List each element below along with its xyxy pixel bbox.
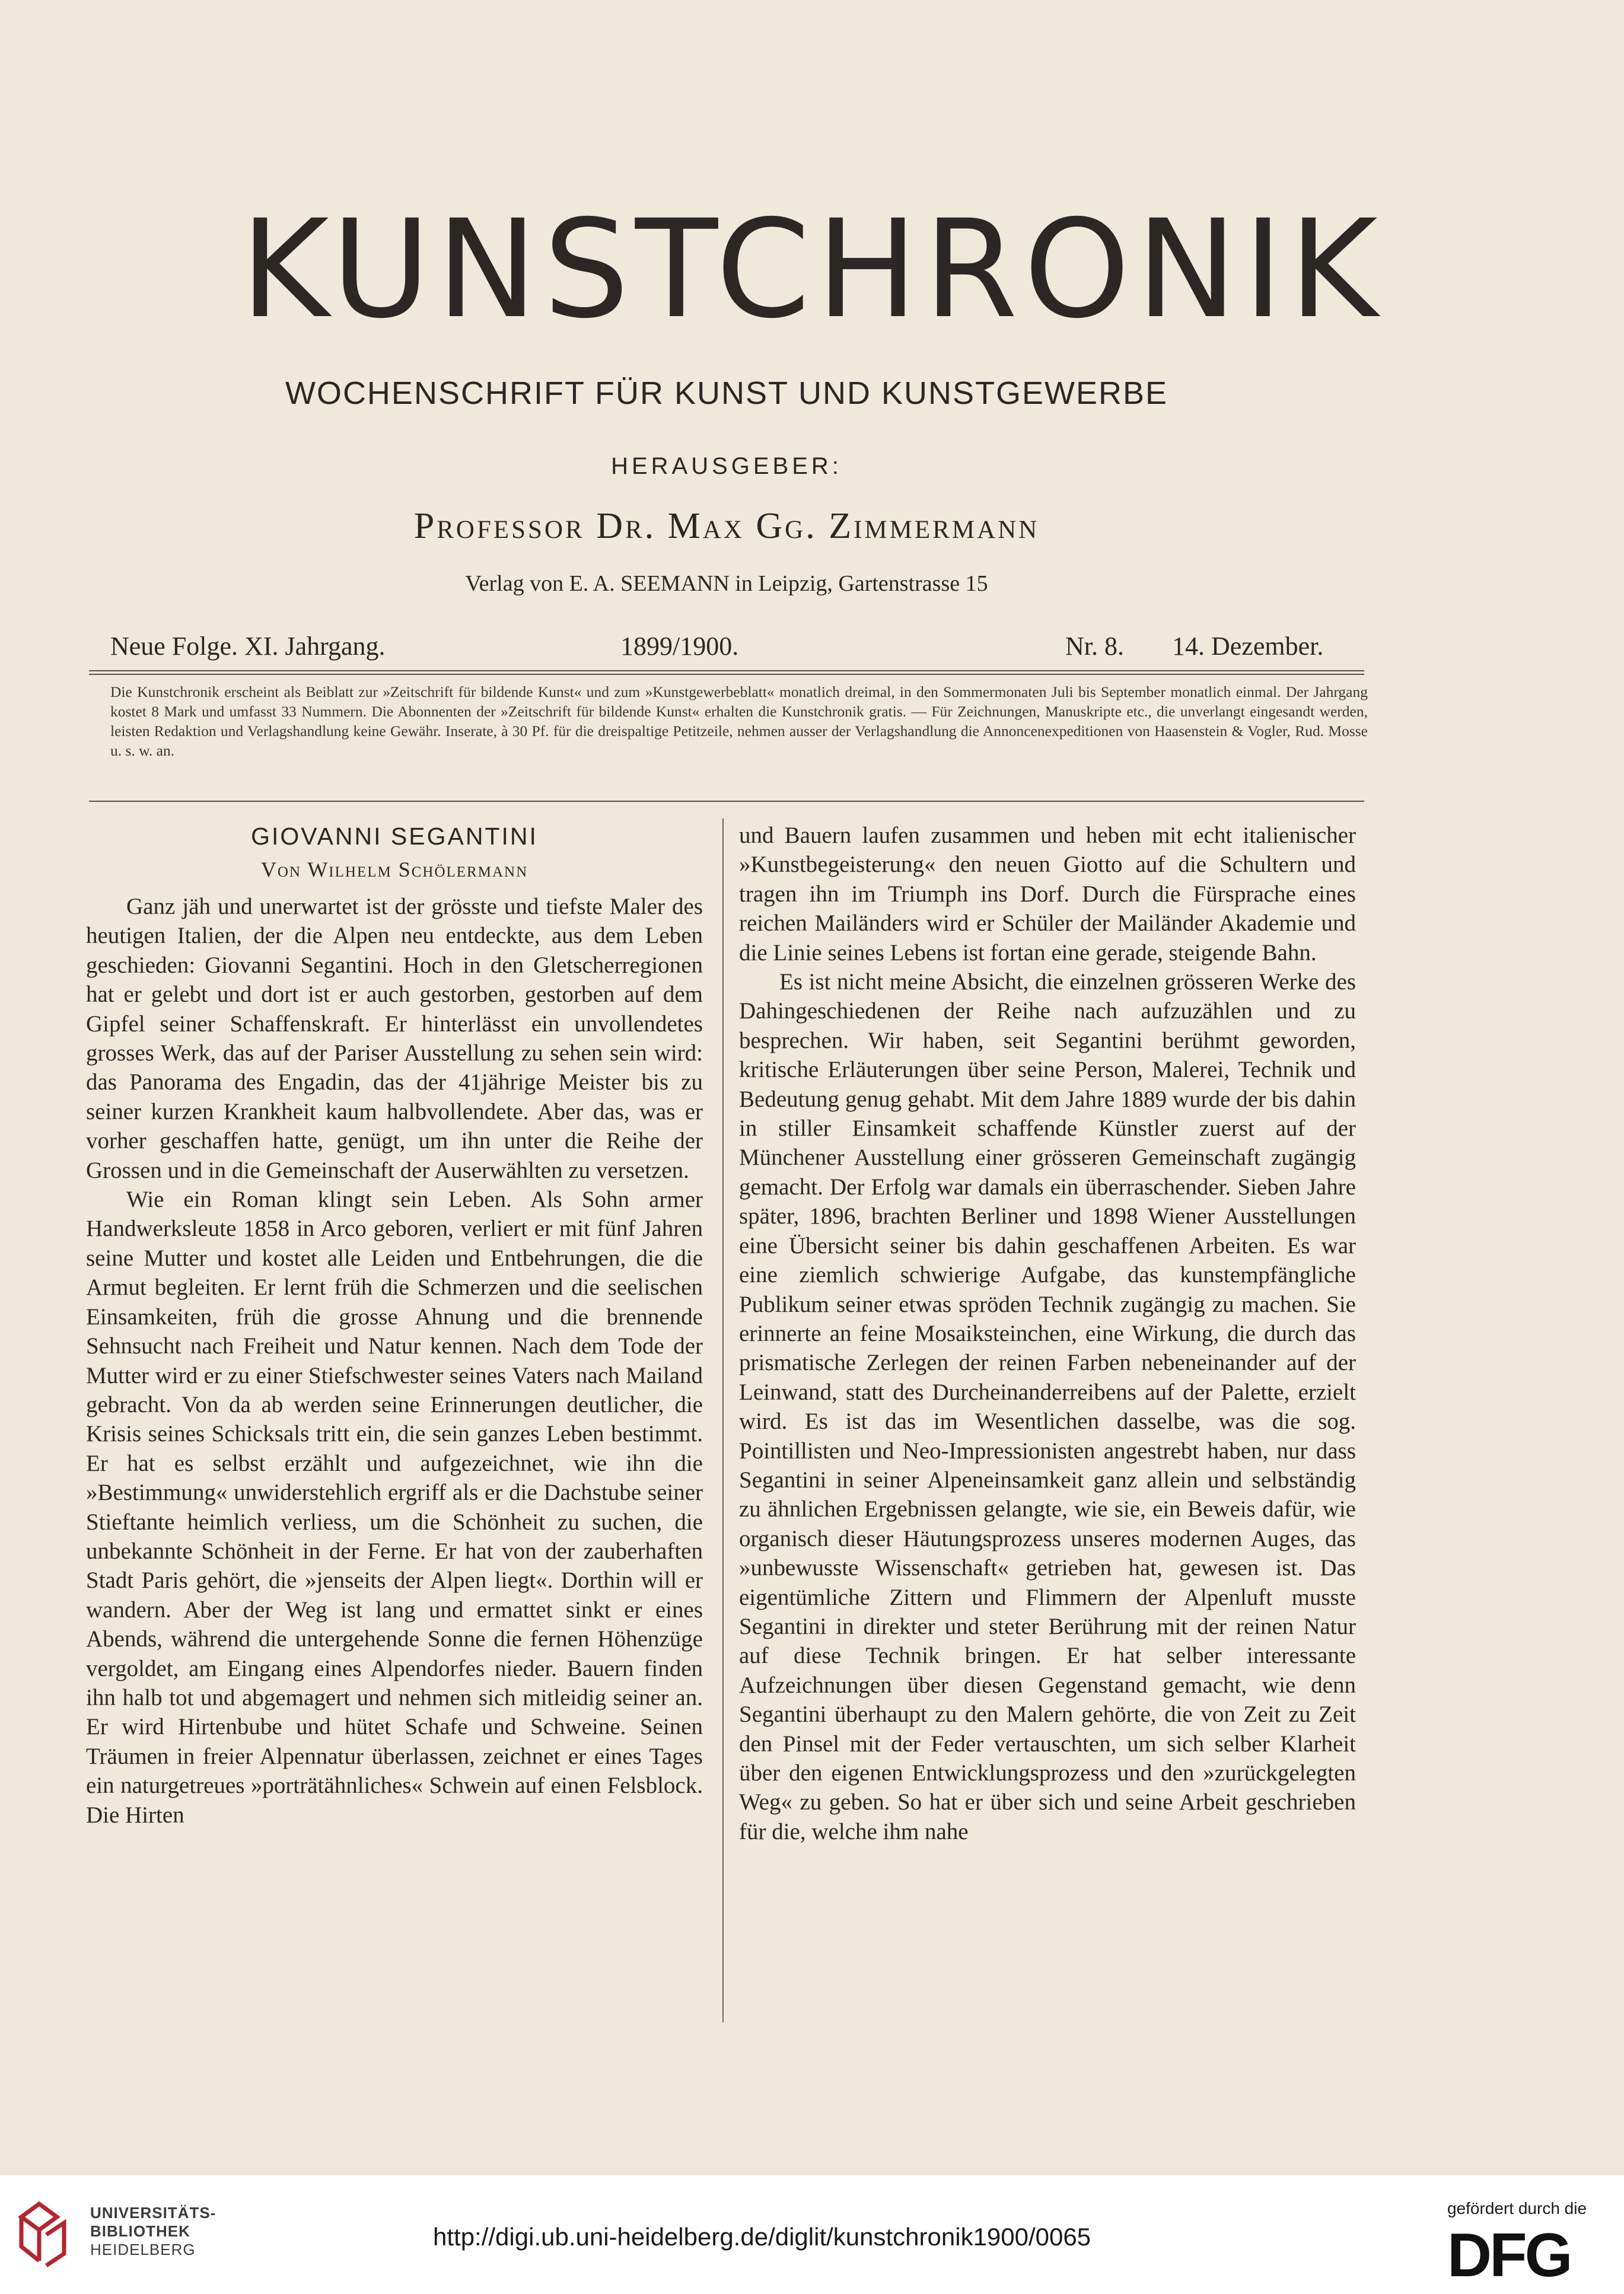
masthead-title: KUNSTCHRONIK [240, 190, 1384, 348]
dfg-logo-text: DFG [1447, 2225, 1571, 2282]
issue-date: 14. Dezember. [1172, 632, 1324, 661]
rule-top [89, 670, 1364, 671]
ub-heidelberg-logo-icon [15, 2199, 79, 2269]
article-column-left [86, 821, 703, 1830]
dfg-logo-icon [1447, 2225, 1601, 2282]
ub-wordmark [90, 2204, 216, 2259]
issue-series: Neue Folge. XI. Jahrgang. [110, 632, 386, 661]
article-paragraph: Wie ein Roman klingt sein Leben. Als Sohn armer Handwerksleute 1858 in Arco geboren, verliert er mit fünf Jahren seine Mutter und kostet alle Leiden und Entbehrungen, die die Armut begleiten. Er lernt früh die Schmerzen und die seelischen Einsamkeiten, früh die grosse Ahnung und die brennende Sehnsucht nach Freiheit und Natur kennen. Nach dem Tode der Mutter wird er zu einer Stiefschwester seines Vaters nach Mailand gebracht. Von da ab werden seine Erinnerungen deutlicher, die Krisis seines Schicksals tritt ein, die sein ganzes Leben bestimmt. Er hat es selbst erzählt und aufgezeichnet, wie ihn die »Bestimmung« unwiderstehlich ergriff als er die Dachstube seiner Stieftante heimlich verliess, um die Schönheit zu suchen, die unbekannte Schönheit in der Ferne. Er hat von der zauberhaften Stadt Paris gehört, die »jenseits der Alpen liegt«. Dorthin will er wandern. Aber der Weg ist lang und ermattet sinkt er eines Abends, während die untergehende Sonne die fernen Höhenzüge vergoldet, am Eingang eines Alpendorfes nieder. Bauern finden ihn halb tot und abgemagert und nehmen sich mitleidig seiner an. Er wird Hirtenbube und hütet Schafe und Schweine. Seinen Träumen in freier Alpennatur überlassen, zeichnet er eines Tages ein naturgetreues »porträtähnliches« Schwein auf einen Felsblock. Die Hirten [86, 1187, 703, 1828]
subscription-notice: Die Kunstchronik erscheint als Beiblatt zur »Zeitschrift für bildende Kunst« und zum »Kunstgewerbeblatt« monatlich dreimal, in den Sommermonaten Juli bis September monatlich einmal. Der Jahrgang kostet 8 Mark und umfasst 33 Nummern. Die Abonnenten der »Zeitschrift für bildende Kunst« erhalten die Kunstchronik gratis. — Für Zeichnungen, Manuskripte etc., die unverlangt eingesandt werden, leisten Redaktion und Verlagshandlung keine Gewähr. Inserate, à 30 Pf. für die dreispaltige Petitzeile, nehmen ausser der Verlagshandlung die Annoncenexpeditionen von Haasenstein & Vogler, Rud. Mosse u. s. w. an. [110, 683, 1368, 759]
publisher-line: Verlag von E. A. SEEMANN in Leipzig, Gartenstrasse 15 [465, 571, 988, 596]
article-title: GIOVANNI SEGANTINI [251, 823, 538, 850]
article-paragraph: Ganz jäh und unerwartet ist der grösste und tiefste Maler des heutigen Italien, der die Alpen neu entdeckte, aus dem Leben geschieden: Giovanni Segantini. Hoch in den Gletscherregionen hat er gelebt und dort ist er auch gestorben, gestorben auf dem Gipfel seiner Schaffenskraft. Er hinterlässt ein unvollendetes grosses Werk, das auf der Pariser Ausstellung zu sehen sein wird: das Panorama des Engadin, das der 41jährige Meister bis zu seiner kurzen Krankheit kaum halbvollendete. Aber das, was er vorher geschaffen hatte, genügt, um ihn unter die Reihe der Grossen und in die Gemeinschaft der Auserwählten zu versetzen. [86, 894, 703, 1183]
herausgeber-label: HERAUSGEBER: [611, 453, 842, 479]
issue-line [110, 631, 1326, 667]
rule-notice-bottom [89, 801, 1364, 802]
issue-number: Nr. 8. [1065, 632, 1124, 661]
issue-years: 1899/1900. [620, 632, 739, 661]
column-divider [722, 818, 724, 2022]
ub-line-1: UNIVERSITÄTS- [90, 2204, 216, 2222]
digitization-footer [0, 2175, 1624, 2294]
article-paragraph: Es ist nicht meine Absicht, die einzelnen grösseren Werke des Dahingeschiedenen der Reihe nach aufzuzählen und zu besprechen. Wir haben, seit Segantini berühmt geworden, kritische Erläuterungen über seine Person, Malerei, Technik und Bedeutung genug gehabt. Mit dem Jahre 1889 wurde der bis dahin in stiller Einsamkeit schaffende Künstler zuerst auf der Münchener Ausstellung einer grösseren Gemeinschaft zugängig gemacht. Der Erfolg war damals ein überraschender. Sieben Jahre später, 1896, brachten Berliner und 1898 Wiener Ausstellungen eine Übersicht seiner bis dahin geschaffenen Arbeiten. Es war eine ziemlich schwierige Aufgabe, das kunstempfängliche Publikum seiner etwas spröden Technik zugängig zu machen. Sie erinnerte an feine Mosaiksteinchen, eine Wirkung, die durch das prismatische Zerlegen der reinen Farben nebeneinander auf der Leinwand, statt des Durcheinanderreibens auf der Palette, erzielt wird. Es ist das im Wesentlichen dasselbe, was die sog. Pointillisten und Neo-Impressionisten angestrebt haben, nur dass Segantini in seiner Alpeneinsamkeit ganz allein und selbständig zu ähnlichen Ergebnissen gelangte, wie sie, ein Beweis dafür, wie organisch dieser Häutungsprozess unseres modernen Auges, das »unbewusste Wissenschaft« getrieben hat, gewesen ist. Das eigentümliche Zittern und Flimmern der Alpenluft musste Segantini in direkter und steter Berührung mit der reinen Natur auf diese Technik bringen. Er hat selber interessante Aufzeichnungen über diesen Gegenstand gemacht, wie denn Segantini überhaupt zu den Malern gehörte, die von Zeit zu Zeit den Pinsel mit der Feder vertauschten, um sich selber Klarheit über den eigenen Entwicklungsprozess und den »zurückgelegten Weg« zu geben. So hat er über sich und seine Arbeit geschrieben für die, welche ihm nahe [739, 969, 1356, 1844]
ub-line-3: HEIDELBERG [90, 2241, 196, 2258]
article-paragraph: und Bauern laufen zusammen und heben mit echt italienischer »Kunstbegeisterung« den neuen Giotto auf die Schultern und tragen ihn im Triumph ins Dorf. Durch die Fürsprache eines reichen Mailänders wird er Schüler der Mailänder Akademie und die Linie seines Lebens ist fortan eine gerade, steigende Bahn. [739, 823, 1356, 966]
article-column-right [739, 821, 1356, 1846]
ub-line-2: BIBLIOTHEK [90, 2222, 190, 2240]
rule-top-double [89, 674, 1364, 675]
editor-name: Professor Dr. Max Gg. Zimmermann [413, 506, 1040, 546]
sponsor-caption: gefördert durch die [1447, 2199, 1587, 2217]
article-byline: Von Wilhelm Schölermann [260, 858, 528, 881]
masthead-subtitle: WOCHENSCHRIFT FÜR KUNST UND KUNSTGEWERBE [285, 375, 1168, 411]
source-url-link[interactable]: http://digi.ub.uni-heidelberg.de/diglit/kunstchronik1900/0065 [433, 2223, 1091, 2251]
